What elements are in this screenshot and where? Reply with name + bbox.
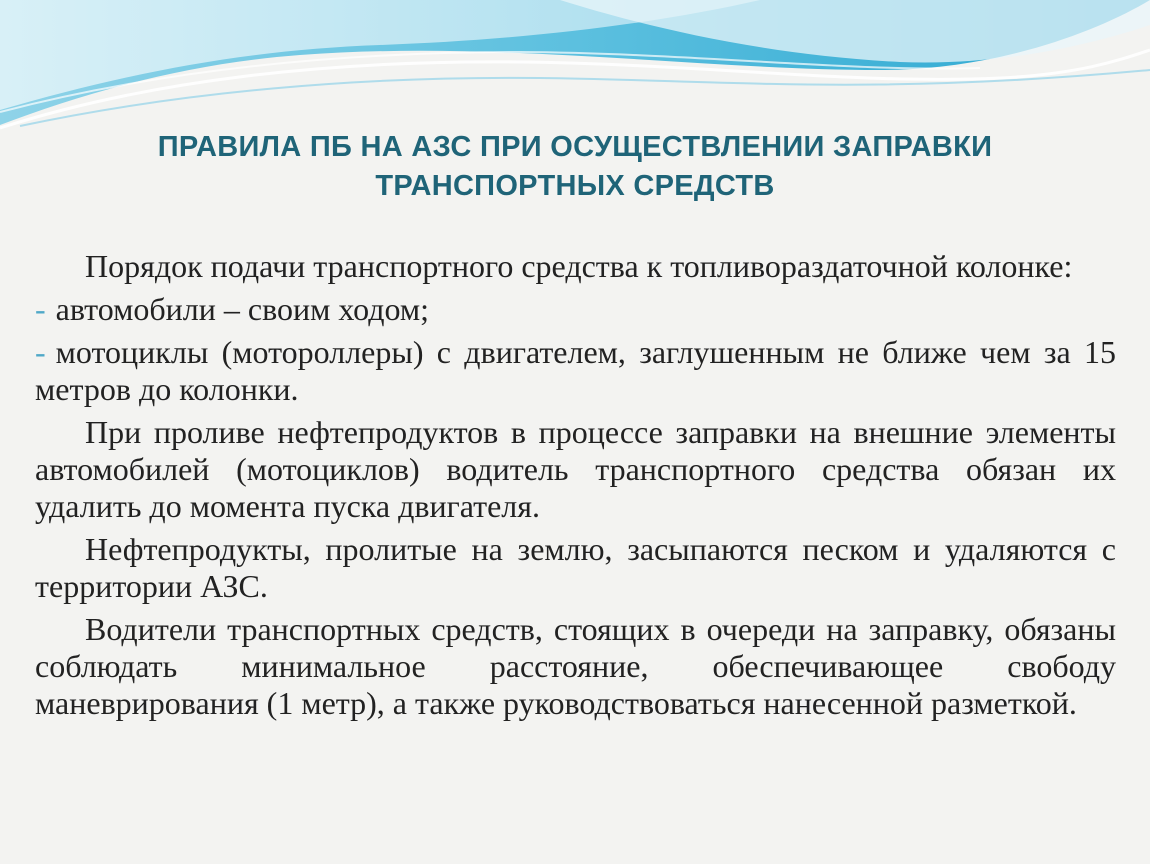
slide-title bbox=[60, 128, 1090, 206]
slide-body bbox=[35, 248, 1116, 728]
slide-title-line-1: ПРАВИЛА ПБ НА АЗС ПРИ ОСУЩЕСТВЛЕНИИ ЗАПРАВКИ bbox=[157, 131, 993, 163]
slide-title-line-2: ТРАНСПОРТНЫХ СРЕДСТВ bbox=[375, 170, 775, 202]
list-item bbox=[35, 291, 1116, 328]
dash-bullet: - bbox=[35, 291, 46, 327]
paragraph-ground-spill: Нефтепродукты, пролитые на землю, засыпаются песком и удаляются с территории АЗС. bbox=[35, 531, 1116, 604]
paragraph-spill: При проливе нефтепродуктов в процессе заправки на внешние элементы автомобилей (мотоциклов) водитель транспортного средства обязан их удалить до момента пуска двигателя. bbox=[35, 414, 1116, 524]
header-wave-decoration bbox=[0, 0, 1150, 140]
intro-paragraph: Порядок подачи транспортного средства к топливораздаточной колонке: bbox=[85, 248, 1073, 284]
dash-bullet: - bbox=[35, 334, 46, 370]
paragraph-queue: Водители транспортных средств, стоящих в очереди на заправку, обязаны соблюдать минимальное расстояние, обеспечивающее свободу маневрирования (1 метр), а также руководствоваться нанесенной разметкой. bbox=[35, 611, 1116, 721]
list-item-text: мотоциклы (мотороллеры) с двигателем, заглушенным не ближе чем за 15 метров до колонки. bbox=[35, 334, 1116, 407]
list-item-text: автомобили – своим ходом; bbox=[55, 291, 430, 327]
list-item bbox=[35, 334, 1116, 408]
